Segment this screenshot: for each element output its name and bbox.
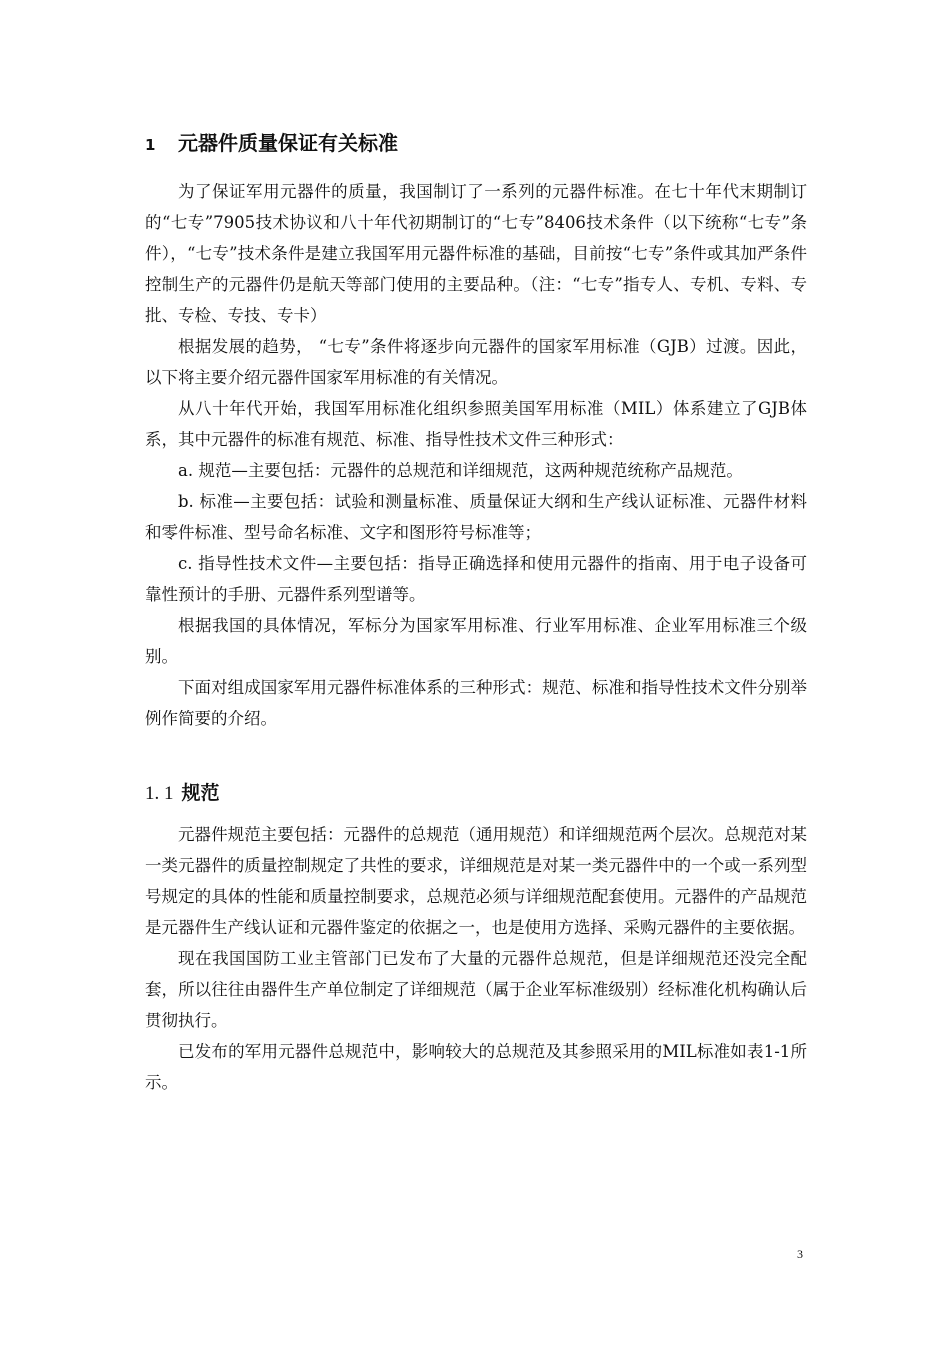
section-1-1-body: [145, 819, 807, 1098]
paragraph: 现在我国国防工业主管部门已发布了大量的元器件总规范，但是详细规范还没完全配套，所以往往由器件生产单位制定了详细规范（属于企业军标准级别）经标准化机构确认后贯彻执行。: [145, 949, 807, 1030]
subsection-number: 1. 1: [145, 783, 174, 804]
section-1-body: [145, 176, 807, 734]
section-heading-1-1: [145, 778, 220, 809]
section-number: 1: [145, 136, 156, 154]
section-title: 元器件质量保证有关标准: [178, 131, 398, 155]
paragraph: 根据发展的趋势， “七专”条件将逐步向元器件的国家军用标准（GJB）过渡。因此，以下将主要介绍元器件国家军用标准的有关情况。: [145, 337, 807, 387]
section-heading-1: [145, 128, 398, 160]
paragraph: 根据我国的具体情况，军标分为国家军用标准、行业军用标准、企业军用标准三个级别。: [145, 616, 807, 666]
paragraph: 元器件规范主要包括：元器件的总规范（通用规范）和详细规范两个层次。总规范对某一类元器件的质量控制规定了共性的要求，详细规范是对某一类元器件中的一个或一系列型号规定的具体的性能和质量控制要求，总规范必须与详细规范配套使用。元器件的产品规范是元器件生产线认证和元器件鉴定的依据之一，也是使用方选择、采购元器件的主要依据。: [145, 825, 807, 937]
list-item-a: a. 规范—主要包括：元器件的总规范和详细规范，这两种规范统称产品规范。: [178, 461, 743, 480]
paragraph: 从八十年代开始，我国军用标准化组织参照美国军用标准（MIL）体系建立了GJB体系，其中元器件的标准有规范、标准、指导性技术文件三种形式：: [145, 399, 807, 449]
page-number: 3: [797, 1247, 803, 1261]
paragraph: 为了保证军用元器件的质量，我国制订了一系列的元器件标准。在七十年代末期制订的“七专”7905技术协议和八十年代初期制订的“七专”8406技术条件（以下统称“七专”条件），“七专”技术条件是建立我国军用元器件标准的基础，目前按“七专”条件或其加严条件控制生产的元器件仍是航天等部门使用的主要品种。（注：“七专”指专人、专机、专料、专批、专检、专技、专卡）: [145, 182, 807, 325]
list-item-c: c. 指导性技术文件—主要包括：指导正确选择和使用元器件的指南、用于电子设备可靠性预计的手册、元器件系列型谱等。: [145, 554, 807, 604]
paragraph: 下面对组成国家军用元器件标准体系的三种形式：规范、标准和指导性技术文件分别举例作简要的介绍。: [145, 678, 807, 728]
subsection-title: 规范: [181, 782, 220, 804]
list-item-b: b. 标准—主要包括：试验和测量标准、质量保证大纲和生产线认证标准、元器件材料和零件标准、型号命名标准、文字和图形符号标准等；: [145, 492, 807, 542]
paragraph: 已发布的军用元器件总规范中，影响较大的总规范及其参照采用的MIL标准如表1-1所示。: [145, 1042, 807, 1092]
